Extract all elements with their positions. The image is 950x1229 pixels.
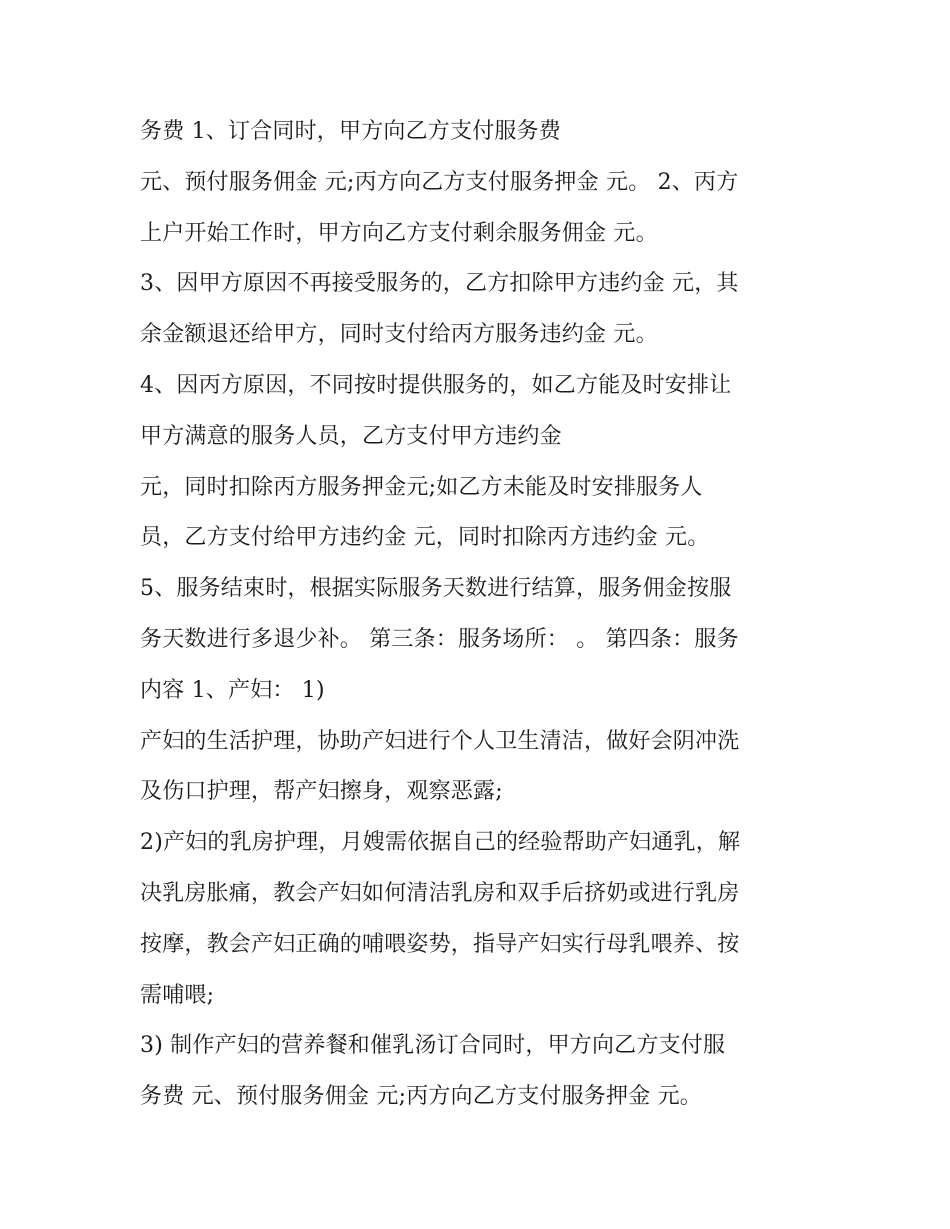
text-line: 甲方满意的服务人员，乙方支付甲方违约金 <box>140 423 562 449</box>
text-line: 元，同时扣除丙方服务押金元;如乙方未能及时安排服务人 <box>140 474 703 500</box>
text-line: 5、服务结束时，根据实际服务天数进行结算，服务佣金按服 <box>140 576 732 602</box>
text-line: 元、预付服务佣金 元;丙方向乙方支付服务押金 元。 2、丙方 <box>140 169 739 195</box>
text-line: 需哺喂; <box>140 982 215 1008</box>
text-line: 3、因甲方原因不再接受服务的，乙方扣除甲方违约金 元，其 <box>140 271 739 297</box>
text-line: 4、因丙方原因，不同按时提供服务的，如乙方能及时安排让 <box>140 372 732 398</box>
text-line: 员，乙方支付给甲方违约金 元，同时扣除丙方违约金 元。 <box>140 525 710 551</box>
text-line: 按摩，教会产妇正确的哺喂姿势，指导产妇实行母乳喂养、按 <box>140 931 740 957</box>
text-line: 务费 元、预付服务佣金 元;丙方向乙方支付服务押金 元。 <box>140 1084 702 1110</box>
text-line: 上户开始工作时，甲方向乙方支付剩余服务佣金 元。 <box>140 220 658 246</box>
text-line: 决乳房胀痛，教会产妇如何清洁乳房和双手后挤奶或进行乳房 <box>140 880 740 906</box>
text-line: 2)产妇的乳房护理，月嫂需依据自己的经验帮助产妇通乳，解 <box>140 830 741 856</box>
text-line: 内容 1、产妇： 1) <box>140 677 325 703</box>
text-line: 余金额退还给甲方，同时支付给丙方服务违约金 元。 <box>140 322 658 348</box>
document-body <box>140 107 830 1123</box>
text-line: 务费 1、订合同时，甲方向乙方支付服务费 <box>140 119 561 144</box>
text-line: 务天数进行多退少补。 第三条：服务场所： 。 第四条：服务 <box>140 626 739 652</box>
text-line: 3) 制作产妇的营养餐和催乳汤订合同时，甲方向乙方支付服 <box>140 1033 726 1059</box>
text-line: 及伤口护理，帮产妇擦身，观察恶露; <box>140 779 503 805</box>
text-line: 产妇的生活护理，协助产妇进行个人卫生清洁，做好会阴冲洗 <box>140 728 740 754</box>
